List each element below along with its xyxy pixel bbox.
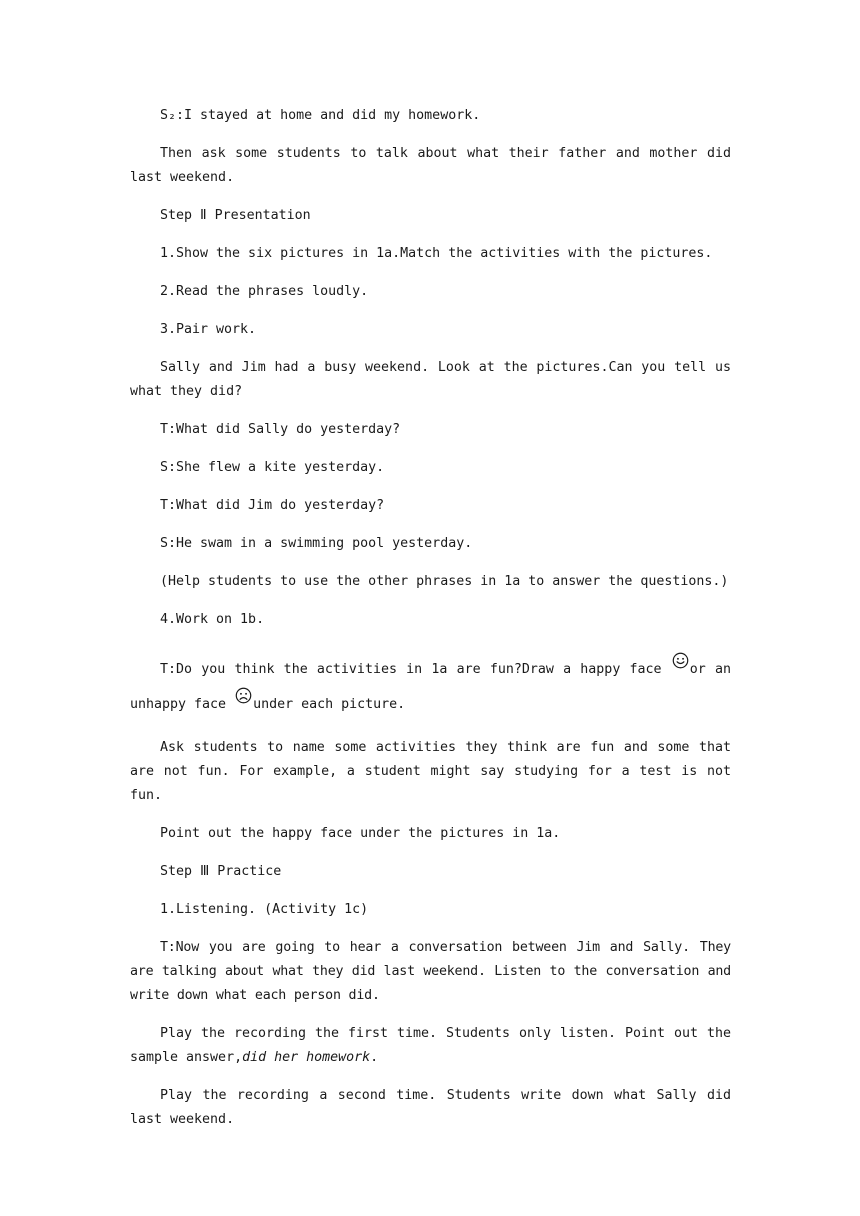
dialogue-line: S:She flew a kite yesterday. bbox=[160, 460, 385, 475]
paragraph-text: under each picture. bbox=[253, 697, 406, 712]
paragraph-text: or an unhappy face bbox=[130, 662, 731, 712]
paragraph bbox=[130, 1022, 731, 1070]
sample-answer: did her homework bbox=[242, 1050, 371, 1065]
step-heading: Step Ⅲ Practice bbox=[160, 864, 282, 879]
paragraph: Then ask some students to talk about what their father and mother did last weekend. bbox=[130, 146, 731, 185]
paragraph: Sally and Jim had a busy weekend. Look at the pictures.Can you tell us what they did? bbox=[130, 360, 731, 399]
paragraph: 4.Work on 1b. bbox=[160, 612, 265, 627]
paragraph: 1.Listening. (Activity 1c) bbox=[160, 902, 369, 917]
paragraph: Ask students to name some activities they think are fun and some that are not fun. For example, a student might say studying for a test is not fun. bbox=[130, 740, 731, 803]
paragraph-faces bbox=[130, 652, 731, 722]
paragraph-text: Play the recording the first time. Students only listen. Point out the sample answer, bbox=[130, 1026, 731, 1065]
paragraph-text: T:Do you think the activities in 1a are fun?Draw a happy face bbox=[160, 662, 671, 677]
document-page bbox=[130, 104, 731, 1146]
dialogue-line: S:He swam in a swimming pool yesterday. bbox=[160, 536, 473, 551]
paragraph: (Help students to use the other phrases in 1a to answer the questions.) bbox=[160, 574, 729, 589]
happy-face-icon bbox=[672, 652, 689, 669]
dialogue-line: T:What did Jim do yesterday? bbox=[160, 498, 385, 513]
paragraph-text: . bbox=[370, 1050, 379, 1065]
paragraph: T:Now you are going to hear a conversation between Jim and Sally. They are talking about what they did last weekend. Listen to the conversation and write down what each person did. bbox=[130, 940, 731, 1003]
paragraph: Play the recording a second time. Students write down what Sally did last weekend. bbox=[130, 1088, 731, 1127]
paragraph: S₂:I stayed at home and did my homework. bbox=[160, 108, 481, 123]
paragraph: 2.Read the phrases loudly. bbox=[160, 284, 369, 299]
paragraph: 3.Pair work. bbox=[160, 322, 257, 337]
paragraph: Point out the happy face under the pictures in 1a. bbox=[160, 826, 561, 841]
dialogue-line: T:What did Sally do yesterday? bbox=[160, 422, 401, 437]
unhappy-face-icon bbox=[235, 687, 252, 704]
paragraph: 1.Show the six pictures in 1a.Match the activities with the pictures. bbox=[160, 246, 713, 261]
step-heading: Step Ⅱ Presentation bbox=[160, 208, 311, 223]
